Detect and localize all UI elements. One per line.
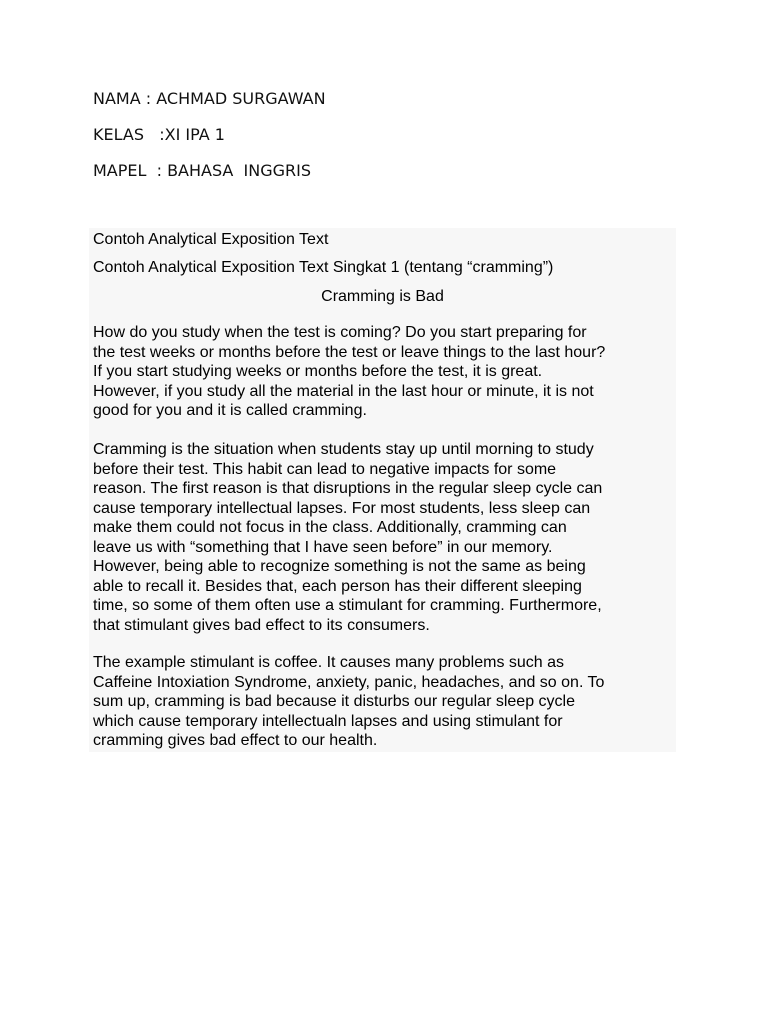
paragraph-line: However, if you study all the material in the last hour or minute, it is not <box>93 382 594 400</box>
paragraph-line: reason. The first reason is that disruptions in the regular sleep cycle can <box>93 480 603 497</box>
paragraph-line: the test weeks or months before the test or leave things to the last hour? <box>93 343 606 361</box>
article-heading: Contoh Analytical Exposition Text <box>93 231 329 248</box>
subject: MAPEL : BAHASA INGGRIS <box>93 161 312 180</box>
paragraph-line: which cause temporary intellectualn lapses and using stimulant for <box>93 712 563 730</box>
article-subheading: Contoh Analytical Exposition Text Singkat 1 (tentang “cramming”) <box>93 259 554 276</box>
paragraph-line: Caffeine Intoxiation Syndrome, anxiety, panic, headaches, and so on. To <box>93 673 605 691</box>
paragraph-3 <box>93 653 678 751</box>
paragraph-line: good for you and it is called cramming. <box>93 402 367 419</box>
paragraph-1 <box>93 323 678 421</box>
paragraph-line: cause temporary intellectual lapses. For most students, less sleep can <box>93 499 591 517</box>
paragraph-line: Cramming is the situation when students stay up until morning to study <box>93 441 594 458</box>
paragraph-line: make them could not focus in the class. Additionally, cramming can <box>93 519 567 536</box>
article-block <box>89 228 676 752</box>
student-name: NAMA : ACHMAD SURGAWAN <box>93 89 326 108</box>
paragraph-line: cramming gives bad effect to our health. <box>93 732 378 749</box>
paragraph-line: How do you study when the test is coming? Do you start preparing for <box>93 324 587 341</box>
paragraph-line: sum up, cramming is bad because it disturbs our regular sleep cycle <box>93 693 575 710</box>
paragraph-line: leave us with “something that I have seen before” in our memory. <box>93 538 553 556</box>
paragraph-line: time, so some of them often use a stimulant for cramming. Furthermore, <box>93 597 602 614</box>
paragraph-line: The example stimulant is coffee. It causes many problems such as <box>93 654 565 671</box>
paragraph-line: before their test. This habit can lead to negative impacts for some <box>93 460 557 478</box>
paragraph-line: that stimulant gives bad effect to its consumers. <box>93 616 430 634</box>
article-title: Cramming is Bad <box>321 288 444 305</box>
paragraph-line: If you start studying weeks or months before the test, it is great. <box>93 363 543 380</box>
paragraph-line: able to recall it. Besides that, each person has their different sleeping <box>93 577 582 595</box>
paragraph-2 <box>93 440 678 635</box>
student-class: KELAS :XI IPA 1 <box>93 125 225 144</box>
paragraph-line: However, being able to recognize something is not the same as being <box>93 558 586 575</box>
